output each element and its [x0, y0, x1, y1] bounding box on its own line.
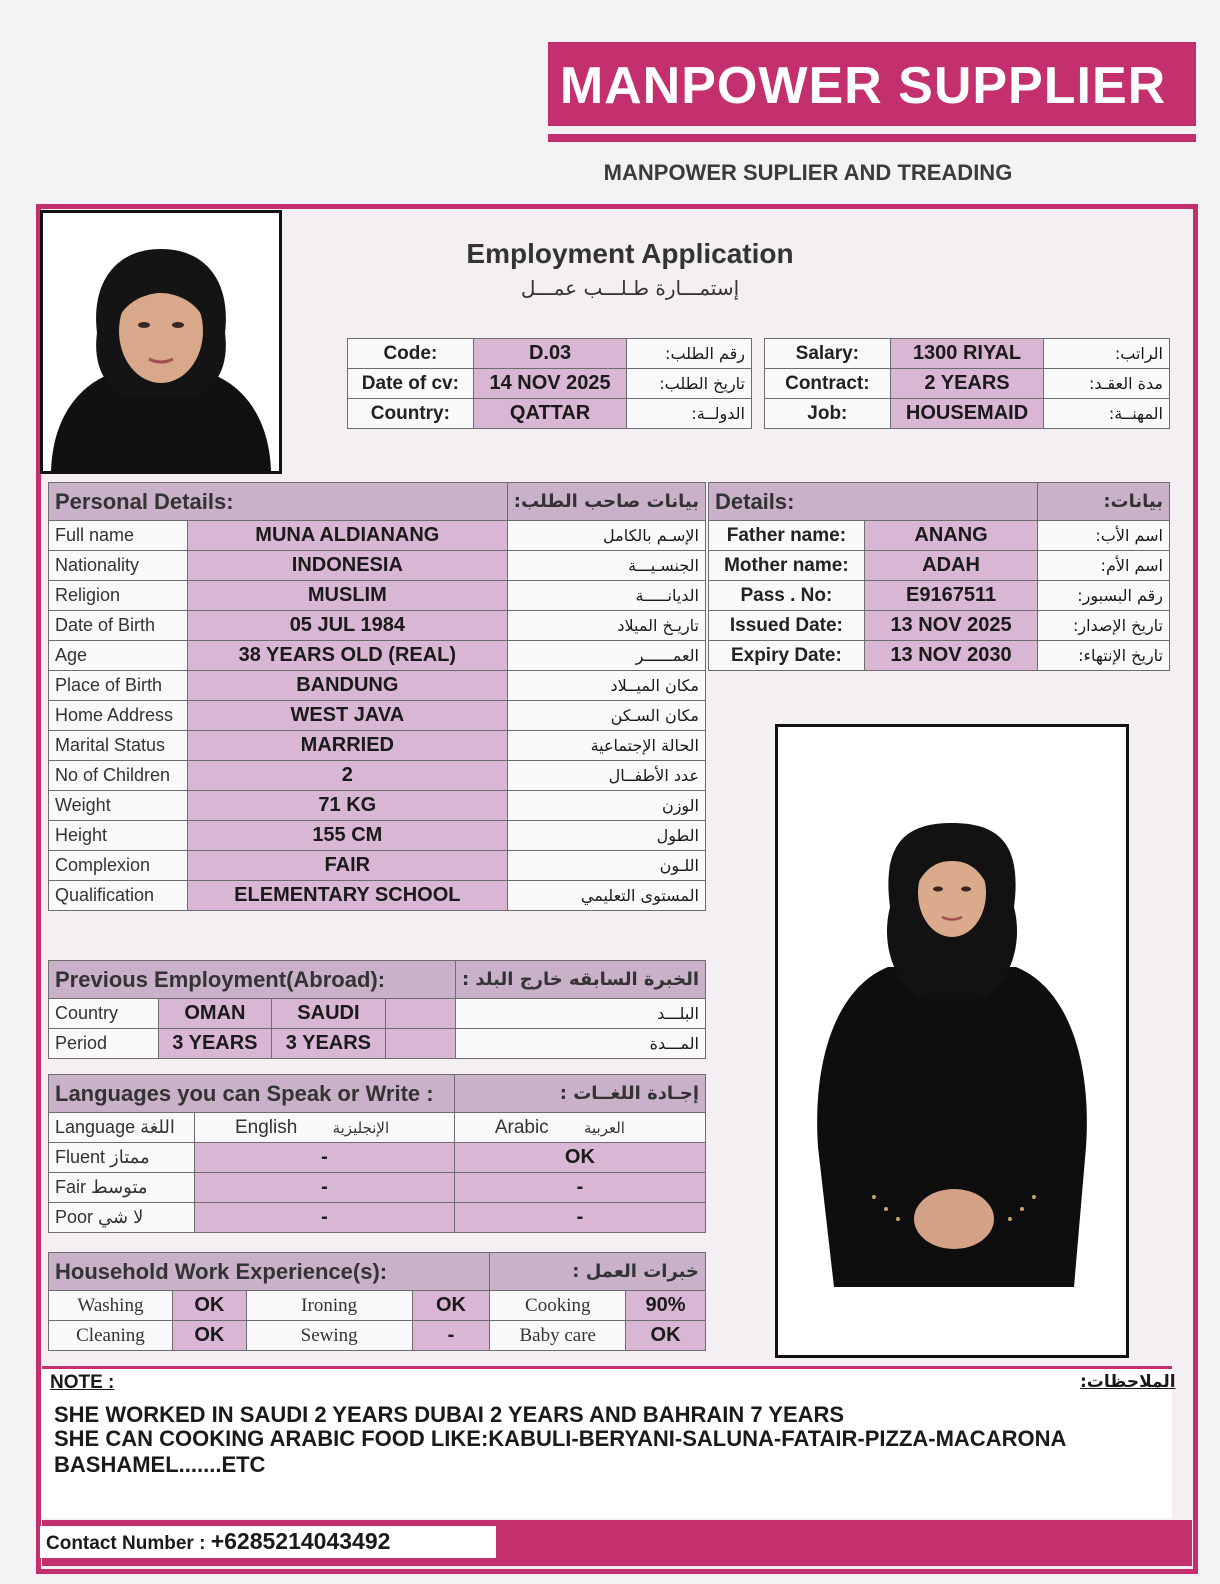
personal-row-religion — [49, 581, 706, 611]
code-label: Code: — [348, 339, 474, 369]
code-label-ar: رقم الطلب: — [627, 339, 752, 369]
weight-label-ar: الوزن — [507, 791, 705, 821]
household-experience-table — [48, 1252, 706, 1351]
personal-details-title-ar: بيانات صاحب الطلب: — [507, 483, 705, 521]
household-header — [49, 1253, 706, 1291]
contact-number: +6285214043492 — [210, 1528, 391, 1554]
cleaning-value: OK — [172, 1321, 246, 1351]
previous-country-1: OMAN — [158, 999, 272, 1029]
previous-employment-title: Previous Employment(Abroad): — [49, 961, 456, 999]
full-name-label: Full name — [49, 521, 188, 551]
details-row-expiry — [709, 641, 1170, 671]
father-name-value: ANANG — [864, 521, 1038, 551]
place-of-birth-label-ar: مكان الميــلاد — [507, 671, 705, 701]
personal-row-nationality — [49, 551, 706, 581]
previous-country-row — [49, 999, 706, 1029]
note-line-3: BASHAMEL.......ETC — [54, 1452, 266, 1477]
expiry-date-label-ar: تاريخ الإنتهاء: — [1038, 641, 1170, 671]
passport-details-table — [708, 482, 1170, 671]
household-title: Household Work Experience(s): — [49, 1253, 490, 1291]
personal-row-weight — [49, 791, 706, 821]
full-name-value: MUNA ALDIANANG — [187, 521, 507, 551]
salary-label-ar: الراتب: — [1044, 339, 1170, 369]
note-label-ar: الملاحظات: — [1080, 1372, 1176, 1392]
details-row-passport — [709, 581, 1170, 611]
sewing-label: Sewing — [246, 1321, 412, 1351]
contract-label: Contract: — [765, 369, 891, 399]
complexion-label-ar: اللـون — [507, 851, 705, 881]
date-label: Date of cv: — [348, 369, 474, 399]
nationality-value: INDONESIA — [187, 551, 507, 581]
languages-table — [48, 1074, 706, 1233]
previous-employment-table — [48, 960, 706, 1059]
previous-period-1: 3 YEARS — [158, 1029, 272, 1059]
job-label-ar: المهنــة: — [1044, 399, 1170, 429]
age-label-ar: العمــــــر — [507, 641, 705, 671]
fair-label: Fair متوسط — [49, 1173, 195, 1203]
previous-period-label-ar: المـــدة — [455, 1029, 705, 1059]
home-address-label: Home Address — [49, 701, 188, 731]
personal-row-height — [49, 821, 706, 851]
personal-row-place-of-birth — [49, 671, 706, 701]
children-label: No of Children — [49, 761, 188, 791]
previous-period-3 — [385, 1029, 455, 1059]
info-row-code — [348, 339, 752, 369]
expiry-date-label: Expiry Date: — [709, 641, 865, 671]
passport-no-value: E9167511 — [864, 581, 1038, 611]
personal-details-header — [49, 483, 706, 521]
children-label-ar: عدد الأطفــال — [507, 761, 705, 791]
form-title-arabic: إستمـــارة طـلـــب عمـــل — [520, 276, 740, 300]
mother-name-label: Mother name: — [709, 551, 865, 581]
washing-label: Washing — [49, 1291, 173, 1321]
personal-row-qualification — [49, 881, 706, 911]
previous-employment-title-ar: الخبرة السابقه خارج البلد : — [455, 961, 705, 999]
height-label: Height — [49, 821, 188, 851]
washing-value: OK — [172, 1291, 246, 1321]
previous-period-row — [49, 1029, 706, 1059]
portrait-silhouette — [43, 213, 279, 471]
fair-english-value: - — [194, 1173, 454, 1203]
arabic-label-ar: العربية — [583, 1118, 625, 1137]
qualification-value: ELEMENTARY SCHOOL — [187, 881, 507, 911]
details-row-father — [709, 521, 1170, 551]
contact-label: Contact Number : — [46, 1533, 206, 1554]
height-value: 155 CM — [187, 821, 507, 851]
fluent-label: Fluent ممتاز — [49, 1143, 195, 1173]
date-label-ar: تاريخ الطلب: — [627, 369, 752, 399]
cooking-value: 90% — [626, 1291, 706, 1321]
info-row-salary — [765, 339, 1170, 369]
mother-name-value: ADAH — [864, 551, 1038, 581]
personal-details-table — [48, 482, 706, 911]
previous-country-label: Country — [49, 999, 159, 1029]
place-of-birth-value: BANDUNG — [187, 671, 507, 701]
applicant-portrait-photo — [40, 210, 282, 474]
dob-label-ar: تاريـخ الميلاد — [507, 611, 705, 641]
personal-row-complexion — [49, 851, 706, 881]
marital-status-value: MARRIED — [187, 731, 507, 761]
baby-care-value: OK — [626, 1321, 706, 1351]
languages-title-ar: إجـادة اللغــات : — [454, 1075, 705, 1113]
marital-status-label: Marital Status — [49, 731, 188, 761]
personal-row-full-name — [49, 521, 706, 551]
sewing-value: - — [412, 1321, 490, 1351]
passport-no-label: Pass . No: — [709, 581, 865, 611]
religion-value: MUSLIM — [187, 581, 507, 611]
qualification-label-ar: المستوى التعليمي — [507, 881, 705, 911]
salary-value: 1300 RIYAL — [890, 339, 1044, 369]
languages-header — [49, 1075, 706, 1113]
place-of-birth-label: Place of Birth — [49, 671, 188, 701]
country-label: Country: — [348, 399, 474, 429]
religion-label-ar: الديانـــــة — [507, 581, 705, 611]
qualification-label: Qualification — [49, 881, 188, 911]
info-row-country — [348, 399, 752, 429]
details-title-ar: بيانات: — [1038, 483, 1170, 521]
weight-value: 71 KG — [187, 791, 507, 821]
language-row-fair — [49, 1173, 706, 1203]
applicant-full-body-photo — [775, 724, 1129, 1358]
previous-country-3 — [385, 999, 455, 1029]
complexion-value: FAIR — [187, 851, 507, 881]
job-info-table — [764, 338, 1170, 429]
personal-row-children — [49, 761, 706, 791]
banner-title: MANPOWER SUPPLIER — [559, 57, 1167, 115]
baby-care-label: Baby care — [490, 1321, 626, 1351]
nationality-label-ar: الجنسـيـــة — [507, 551, 705, 581]
dob-value: 05 JUL 1984 — [187, 611, 507, 641]
home-address-label-ar: مكان السـكن — [507, 701, 705, 731]
fair-arabic-value: - — [454, 1173, 705, 1203]
language-row-fluent — [49, 1143, 706, 1173]
marital-status-label-ar: الحالة الإجتماعية — [507, 731, 705, 761]
mother-name-label-ar: اسم الأم: — [1038, 551, 1170, 581]
home-address-value: WEST JAVA — [187, 701, 507, 731]
form-title: Employment Application — [466, 238, 794, 269]
code-value: D.03 — [473, 339, 627, 369]
complexion-label: Complexion — [49, 851, 188, 881]
note-line-1: SHE WORKED IN SAUDI 2 YEARS DUBAI 2 YEARS AND BAHRAIN 7 YEARS — [54, 1402, 845, 1427]
full-name-label-ar: الإسـم بالكامل — [507, 521, 705, 551]
contract-label-ar: مدة العقـد: — [1044, 369, 1170, 399]
age-value: 38 YEARS OLD (REAL) — [187, 641, 507, 671]
ironing-value: OK — [412, 1291, 490, 1321]
company-subtitle: MANPOWER SUPLIER AND TREADING — [603, 160, 1013, 185]
ironing-label: Ironing — [246, 1291, 412, 1321]
english-label-ar: الإنجليزية — [332, 1118, 390, 1137]
language-column-label: Language اللغة — [49, 1113, 195, 1143]
age-label: Age — [49, 641, 188, 671]
issued-date-value: 13 NOV 2025 — [864, 611, 1038, 641]
arabic-column — [454, 1113, 705, 1143]
salary-label: Salary: — [765, 339, 891, 369]
full-body-silhouette — [778, 727, 1126, 1355]
personal-row-home-address — [49, 701, 706, 731]
contract-value: 2 YEARS — [890, 369, 1044, 399]
english-label: English — [234, 1116, 298, 1138]
dob-label: Date of Birth — [49, 611, 188, 641]
personal-row-age — [49, 641, 706, 671]
previous-country-label-ar: البلـــد — [455, 999, 705, 1029]
english-column — [194, 1113, 454, 1143]
household-row-2 — [49, 1321, 706, 1351]
info-row-date — [348, 369, 752, 399]
children-value: 2 — [187, 761, 507, 791]
country-value: QATTAR — [473, 399, 627, 429]
personal-row-marital-status — [49, 731, 706, 761]
application-info-table — [347, 338, 752, 429]
languages-column-row — [49, 1113, 706, 1143]
previous-country-2: SAUDI — [272, 999, 386, 1029]
contact-number-box — [40, 1526, 496, 1558]
languages-title: Languages you can Speak or Write : — [49, 1075, 455, 1113]
cooking-label: Cooking — [490, 1291, 626, 1321]
previous-employment-header — [49, 961, 706, 999]
job-label: Job: — [765, 399, 891, 429]
fluent-english-value: - — [194, 1143, 454, 1173]
details-row-mother — [709, 551, 1170, 581]
previous-period-2: 3 YEARS — [272, 1029, 386, 1059]
fluent-arabic-value: OK — [454, 1143, 705, 1173]
personal-details-title: Personal Details: — [49, 483, 508, 521]
personal-row-dob — [49, 611, 706, 641]
note-label: NOTE : — [50, 1372, 115, 1393]
cleaning-label: Cleaning — [49, 1321, 173, 1351]
father-name-label: Father name: — [709, 521, 865, 551]
passport-no-label-ar: رقم البسبور: — [1038, 581, 1170, 611]
weight-label: Weight — [49, 791, 188, 821]
expiry-date-value: 13 NOV 2030 — [864, 641, 1038, 671]
details-title: Details: — [709, 483, 1038, 521]
issued-date-label: Issued Date: — [709, 611, 865, 641]
country-label-ar: الدولــة: — [627, 399, 752, 429]
poor-english-value: - — [194, 1203, 454, 1233]
details-row-issued — [709, 611, 1170, 641]
banner-underline — [548, 134, 1196, 142]
father-name-label-ar: اسم الأب: — [1038, 521, 1170, 551]
info-row-job — [765, 399, 1170, 429]
previous-period-label: Period — [49, 1029, 159, 1059]
poor-arabic-value: - — [454, 1203, 705, 1233]
household-title-ar: خبرات العمل : — [490, 1253, 706, 1291]
info-row-contract — [765, 369, 1170, 399]
household-row-1 — [49, 1291, 706, 1321]
nationality-label: Nationality — [49, 551, 188, 581]
note-line-2: SHE CAN COOKING ARABIC FOOD LIKE:KABULI-BERYANI-SALUNA-FATAIR-PIZZA-MACARONA — [54, 1426, 1067, 1451]
date-value: 14 NOV 2025 — [473, 369, 627, 399]
height-label-ar: الطول — [507, 821, 705, 851]
arabic-label: Arabic — [494, 1116, 549, 1138]
issued-date-label-ar: تاريخ الإصدار: — [1038, 611, 1170, 641]
job-value: HOUSEMAID — [890, 399, 1044, 429]
poor-label: Poor لا شي — [49, 1203, 195, 1233]
language-row-poor — [49, 1203, 706, 1233]
religion-label: Religion — [49, 581, 188, 611]
details-header — [709, 483, 1170, 521]
